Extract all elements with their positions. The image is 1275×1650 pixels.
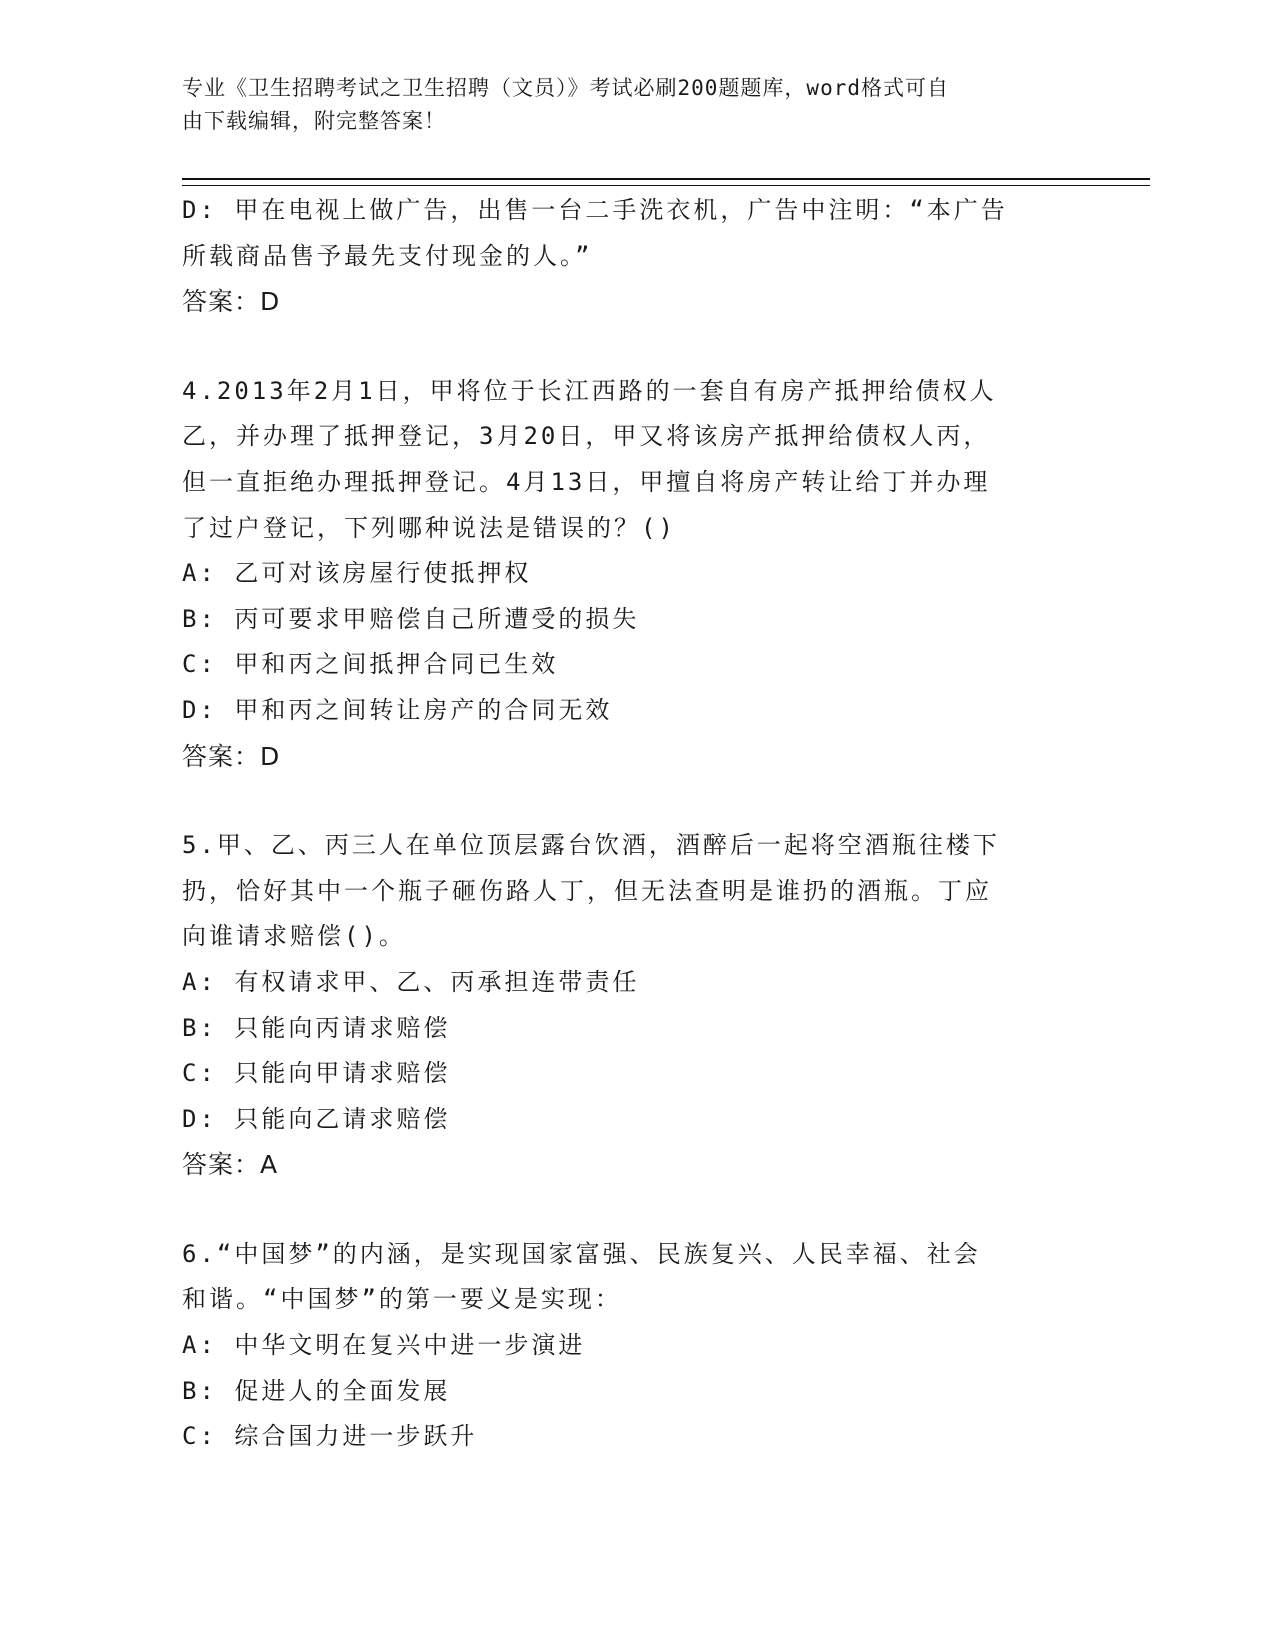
question-stem: 6.“中国梦”的内涵，是实现国家富强、民族复兴、人民幸福、社会 — [182, 1239, 981, 1268]
question-3-continuation — [182, 188, 1082, 325]
answer: 答案：A — [182, 1150, 279, 1180]
option-d: D: 甲在电视上做广告，出售一台二手洗衣机，广告中注明：“本广告 — [182, 196, 1008, 224]
question-5 — [182, 823, 1082, 1188]
question-stem: 和谐。“中国梦”的第一要义是实现： — [182, 1285, 622, 1314]
option-d-continued: 所载商品售予最先支付现金的人。” — [182, 241, 593, 270]
header-line-1: 专业《卫生招聘考试之卫生招聘（文员）》考试必刷200题题库，word格式可自 — [182, 76, 949, 100]
option-a: A: 有权请求甲、乙、丙承担连带责任 — [182, 967, 640, 996]
header-line-2: 由下载编辑，附完整答案！ — [182, 109, 446, 133]
spacer — [182, 325, 1082, 369]
option-c: C: 综合国力进一步跃升 — [182, 1422, 478, 1451]
option-a: A: 中华文明在复兴中进一步演进 — [182, 1331, 586, 1360]
option-d: D: 只能向乙请求赔偿 — [182, 1104, 451, 1133]
option-b: B: 丙可要求甲赔偿自己所遭受的损失 — [182, 604, 640, 633]
question-stem: 5.甲、乙、丙三人在单位顶层露台饮酒，酒醉后一起将空酒瓶往楼下 — [182, 831, 1000, 860]
question-stem: 4.2013年2月1日，甲将位于长江西路的一套自有房产抵押给债权人 — [182, 376, 997, 405]
spacer — [182, 1188, 1082, 1232]
question-stem: 了过户登记，下列哪种说法是错误的？() — [182, 513, 676, 542]
option-c: C: 甲和丙之间抵押合同已生效 — [182, 650, 559, 679]
option-d: D: 甲和丙之间转让房产的合同无效 — [182, 695, 613, 724]
question-stem: 但一直拒绝办理抵押登记。4月13日，甲擅自将房产转让给丁并办理 — [182, 467, 991, 496]
option-c: C: 只能向甲请求赔偿 — [182, 1059, 451, 1088]
header-divider-thin — [182, 185, 1150, 186]
option-b: B: 只能向丙请求赔偿 — [182, 1013, 451, 1042]
question-stem: 扔，恰好其中一个瓶子砸伤路人丁，但无法查明是谁扔的酒瓶。丁应 — [182, 876, 992, 905]
option-a: A: 乙可对该房屋行使抵押权 — [182, 559, 532, 588]
header-divider-thick — [182, 178, 1150, 180]
document-body — [182, 188, 1082, 1460]
question-4 — [182, 369, 1082, 779]
document-header — [182, 72, 1062, 138]
question-6 — [182, 1232, 1082, 1460]
answer: 答案：D — [182, 741, 281, 771]
spacer — [182, 779, 1082, 823]
option-b: B: 促进人的全面发展 — [182, 1376, 451, 1405]
answer: 答案：D — [182, 287, 281, 317]
question-stem: 乙，并办理了抵押登记，3月20日，甲又将该房产抵押给债权人丙， — [182, 422, 991, 451]
question-stem: 向谁请求赔偿()。 — [182, 922, 406, 951]
